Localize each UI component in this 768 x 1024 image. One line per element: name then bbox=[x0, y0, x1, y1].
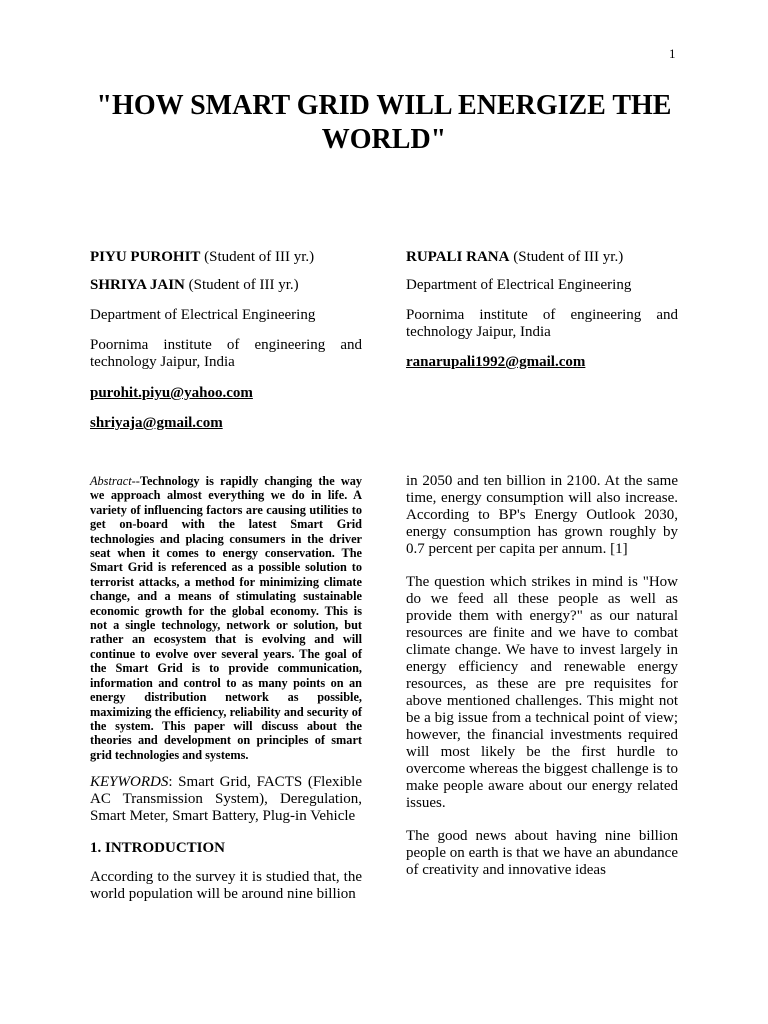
author-shriya bbox=[90, 277, 362, 294]
author-role: (Student of III yr.) bbox=[184, 277, 299, 293]
department-left: Department of Electrical Engineering bbox=[90, 307, 316, 323]
intro-paragraph-1-start: According to the survey it is studied that, the world population will be around nine billion bbox=[90, 869, 362, 902]
email-rupali[interactable]: ranarupali1992@gmail.com bbox=[406, 354, 586, 370]
author-role: (Student of III yr.) bbox=[509, 249, 624, 265]
institute-left: Poornima institute of engineering and technology Jaipur, India bbox=[90, 337, 362, 370]
email-shriya[interactable]: shriyaja@gmail.com bbox=[90, 415, 223, 431]
author-rupali bbox=[406, 249, 678, 266]
email-piyu[interactable]: purohit.piyu@yahoo.com bbox=[90, 385, 253, 401]
intro-heading: 1. INTRODUCTION bbox=[90, 840, 226, 856]
intro-paragraph-1-end: in 2050 and ten billion in 2100. At the same time, energy consumption will also increase. According to BP's Energy Outlook 2030, energy consumption has grown roughly by 0.7 percent per capita per annum. [1] bbox=[406, 473, 678, 557]
author-name: RUPALI RANA bbox=[406, 249, 510, 265]
keywords-text: : Smart Grid, FACTS (Flexible AC Transmission System), Deregulation, Smart Meter, Smart Battery, Plug-in Vehicle bbox=[90, 774, 362, 824]
abstract-text: Technology is rapidly changing the way we approach almost everything we do in life. A variety of influencing factors are causing utilities to get on-board with the latest Smart Grid technologies and placing consumers in the driver seat when it comes to energy conservation. The Smart Grid is referenced as a possible solution to terrorist attacks, a method for minimizing climate change, and a means of stimulating sustainable economic growth for the global economy. This is not a single technology, network or solution, but rather an ecosystem that is evolving and will continue to evolve over several years. The goal of the Smart Grid is to provide communication, information and control to as many points on an energy distribution network as possible, maximizing the efficiency, reliability and security of the system. This paper will discuss about the theories and development on principles of smart grid technologies and systems. bbox=[90, 474, 362, 762]
keywords-label: KEYWORDS bbox=[90, 774, 169, 790]
intro-paragraph-2: The question which strikes in mind is "How do we feed all these people as well as provide them with energy?" as our natural resources are finite and we have to combat climate change. We have to invest largely in energy efficiency and renewable energy resources, as these are pre requisites for above mentioned challenges. This might not be a big issue from a technical point of view; however, the financial investments required will most likely be the first hurdle to overcome whereas the biggest challenge is to make people aware about our energy related issues. bbox=[406, 574, 678, 811]
intro-paragraph-3: The good news about having nine billion people on earth is that we have an abundance of creativity and innovative ideas bbox=[406, 828, 678, 878]
author-role: (Student of III yr.) bbox=[200, 249, 315, 265]
author-name: SHRIYA JAIN bbox=[90, 277, 185, 293]
department-right: Department of Electrical Engineering bbox=[406, 277, 632, 293]
paper-title: "HOW SMART GRID WILL ENERGIZE THE WORLD" bbox=[96, 90, 672, 155]
abstract-label: Abstract-- bbox=[90, 474, 140, 488]
author-piyu bbox=[90, 249, 362, 266]
institute-right: Poornima institute of engineering and technology Jaipur, India bbox=[406, 307, 678, 340]
author-name: PIYU PUROHIT bbox=[90, 249, 201, 265]
abstract bbox=[90, 474, 362, 762]
page-number: 1 bbox=[669, 46, 676, 61]
keywords bbox=[90, 774, 362, 825]
